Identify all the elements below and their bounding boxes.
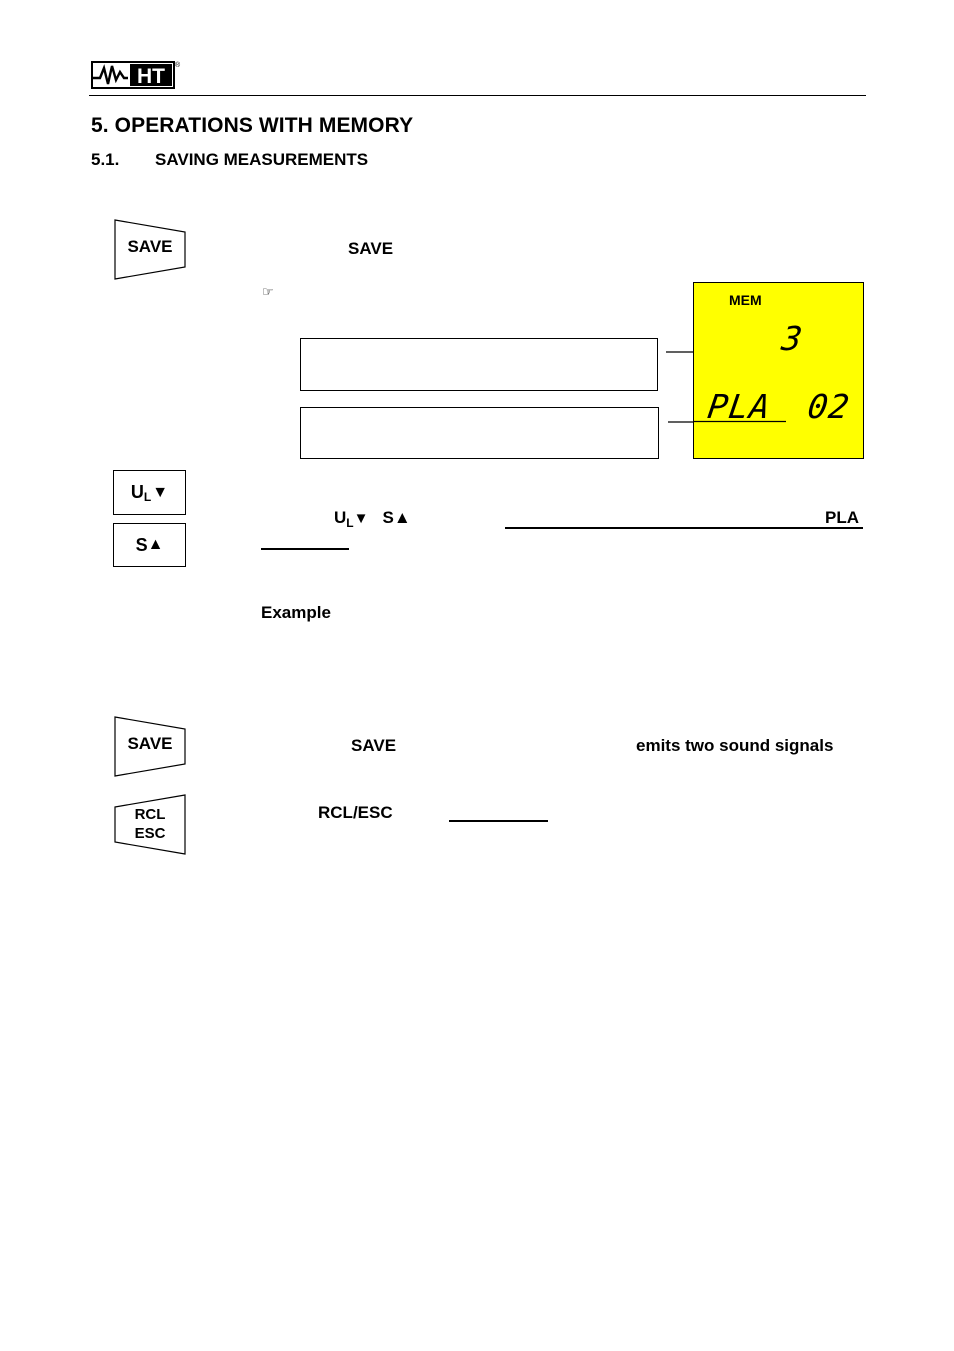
ul-key-main: U bbox=[130, 482, 144, 502]
up-arrow-icon: ▲ bbox=[147, 536, 164, 553]
save-key-label-2: SAVE bbox=[127, 734, 173, 753]
lcd-leader-extension bbox=[693, 420, 788, 424]
s-up-key-icon bbox=[113, 523, 186, 567]
step2-pla: PLA bbox=[825, 508, 859, 527]
subsection-heading bbox=[91, 150, 368, 170]
callout-box-location bbox=[300, 407, 659, 459]
step3-sound-signals: emits two sound signals bbox=[636, 736, 834, 755]
step4-underline bbox=[449, 820, 548, 822]
ul-down-key-icon bbox=[113, 470, 186, 515]
example-label: Example bbox=[261, 603, 331, 622]
s-key-label: S bbox=[135, 534, 148, 555]
step2-underline-2 bbox=[261, 548, 349, 550]
step2-ul: U bbox=[334, 508, 347, 527]
header-divider bbox=[89, 95, 866, 96]
down-arrow-icon: ▼ bbox=[152, 483, 169, 501]
logo-text: HT bbox=[137, 65, 165, 88]
step2-underline bbox=[505, 527, 863, 529]
step2-keys bbox=[334, 508, 411, 530]
step1-save-word: SAVE bbox=[348, 239, 394, 258]
lcd-display bbox=[693, 282, 864, 459]
lcd-location-number: 02 bbox=[805, 387, 853, 426]
ul-key-sub: L bbox=[143, 489, 152, 504]
subsection-number: 5.1. bbox=[91, 150, 120, 169]
callout-box-memory bbox=[300, 338, 658, 391]
step4-rcl-esc-word: RCL/ESC bbox=[318, 803, 393, 822]
section-title: 5. OPERATIONS WITH MEMORY bbox=[91, 114, 414, 137]
rcl-esc-key-icon bbox=[114, 794, 186, 855]
rcl-key-label: RCL bbox=[134, 806, 166, 823]
save-key-label: SAVE bbox=[127, 237, 173, 256]
lcd-mem-label: MEM bbox=[729, 292, 762, 308]
subsection-title: SAVING MEASUREMENTS bbox=[155, 150, 369, 169]
save-key-icon-2 bbox=[114, 716, 186, 777]
step3-save-word: SAVE bbox=[351, 736, 397, 755]
step2-s-up: S▲ bbox=[382, 508, 411, 527]
step2-down-arrow: ▼ bbox=[353, 510, 369, 527]
registered-mark: ® bbox=[175, 62, 181, 69]
esc-key-label: ESC bbox=[134, 825, 166, 842]
lcd-memory-number: 3 bbox=[779, 319, 806, 358]
ht-logo bbox=[90, 58, 181, 92]
lcd-location-label: PLA bbox=[705, 387, 774, 426]
save-key-icon bbox=[114, 219, 186, 280]
step2-ul-sub: L bbox=[346, 516, 354, 530]
note-hand-icon: ☞ bbox=[262, 284, 274, 299]
